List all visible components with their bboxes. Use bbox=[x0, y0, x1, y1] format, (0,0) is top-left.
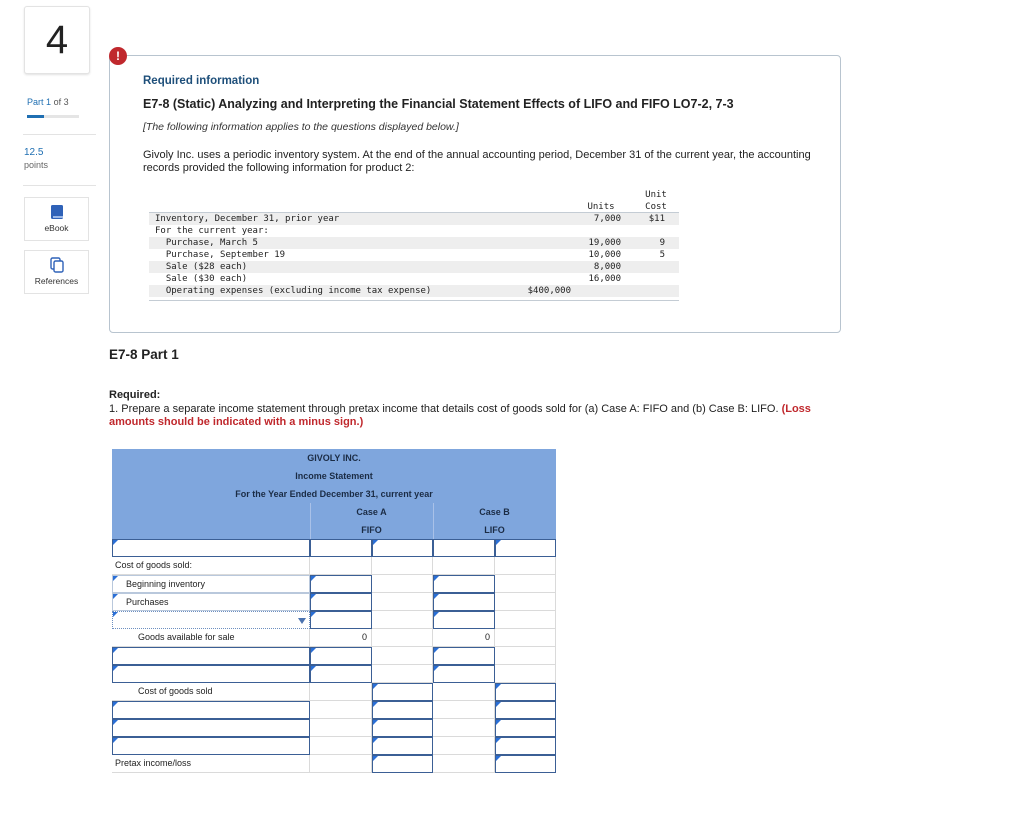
label-cell bbox=[112, 683, 310, 701]
data-row-cost: 9 bbox=[659, 238, 665, 248]
sidebar-divider bbox=[23, 185, 96, 186]
exercise-title: E7-8 (Static) Analyzing and Interpreting the Financial Statement Effects of LIFO and FIFO LO7-2, 7-3 bbox=[143, 97, 734, 111]
input-marker bbox=[113, 612, 118, 617]
data-row-label: Sale ($30 each) bbox=[155, 274, 248, 284]
sidebar-divider bbox=[23, 134, 96, 135]
data-row-label: Operating expenses (excluding income tax expense) bbox=[155, 286, 432, 296]
line-item-input[interactable] bbox=[112, 647, 310, 665]
case-b-purchases-input[interactable] bbox=[433, 593, 495, 611]
input-marker bbox=[311, 594, 316, 599]
part-label: Part bbox=[27, 97, 44, 107]
part-current: 1 bbox=[46, 97, 52, 107]
input-marker bbox=[434, 612, 439, 617]
required-info-heading: Required information bbox=[143, 75, 260, 87]
part-progress-bar bbox=[27, 115, 79, 118]
empty-cell bbox=[433, 737, 495, 755]
purchases-label-field[interactable] bbox=[112, 593, 310, 611]
references-button[interactable] bbox=[24, 250, 89, 294]
references-icon bbox=[50, 257, 64, 273]
input-marker bbox=[311, 666, 316, 671]
data-row-label: Purchase, March 5 bbox=[155, 238, 258, 248]
input-marker bbox=[496, 738, 501, 743]
chevron-down-icon bbox=[298, 618, 306, 624]
input-marker bbox=[113, 540, 118, 545]
table-row bbox=[112, 683, 556, 701]
input-marker bbox=[434, 648, 439, 653]
case-a-input[interactable] bbox=[310, 539, 372, 557]
empty-cell bbox=[372, 629, 433, 647]
case-a-beginning-input[interactable] bbox=[310, 575, 372, 593]
exercise-description: Givoly Inc. uses a periodic inventory system. At the end of the annual accounting period, December 31 of the current year, the accounting records provided the following information for product 2: bbox=[143, 149, 811, 174]
label-cell bbox=[112, 755, 310, 773]
part-progress-fill bbox=[27, 115, 44, 118]
empty-cell bbox=[310, 719, 372, 737]
input-marker bbox=[373, 702, 378, 707]
data-row-amount: $400,000 bbox=[527, 286, 571, 296]
case-a-pretax-input[interactable] bbox=[372, 755, 433, 773]
case-b-pretax-input[interactable] bbox=[495, 755, 556, 773]
required-heading: Required: bbox=[109, 389, 161, 401]
data-row-label: Sale ($28 each) bbox=[155, 262, 248, 272]
value-cell bbox=[433, 629, 495, 647]
case-a-input[interactable] bbox=[310, 647, 372, 665]
method-header-row bbox=[112, 521, 556, 540]
empty-cell bbox=[310, 557, 372, 575]
col-header-unit: Unit bbox=[645, 190, 667, 200]
input-marker bbox=[113, 702, 118, 707]
empty-cell bbox=[433, 719, 495, 737]
empty-cell bbox=[372, 647, 433, 665]
goods-available-case-a: 0 bbox=[361, 632, 367, 642]
case-a-purchases-input[interactable] bbox=[310, 593, 372, 611]
table-row bbox=[112, 701, 556, 719]
line-item-dropdown[interactable] bbox=[112, 611, 310, 629]
empty-cell bbox=[372, 665, 433, 683]
data-row-units: 19,000 bbox=[588, 238, 621, 248]
points-value: 12.5 bbox=[24, 147, 44, 158]
case-b-method: LIFO bbox=[484, 525, 505, 535]
table-row bbox=[112, 755, 556, 771]
input-marker bbox=[496, 540, 501, 545]
input-marker bbox=[113, 738, 118, 743]
case-b-input[interactable] bbox=[495, 701, 556, 719]
required-instructions: 1. Prepare a separate income statement through pretax income that details cost of goods sold for (a) Case A: FIFO and (b) Case B: LIFO. bbox=[109, 403, 779, 415]
data-row-cost: $11 bbox=[648, 214, 665, 224]
table-row bbox=[112, 665, 556, 683]
data-row-cost: 5 bbox=[659, 250, 665, 260]
case-b-input[interactable] bbox=[433, 539, 495, 557]
points-label: points bbox=[24, 160, 49, 170]
empty-cell bbox=[495, 593, 556, 611]
case-b-input[interactable] bbox=[495, 719, 556, 737]
case-a-input[interactable] bbox=[372, 719, 433, 737]
case-a-cogs-input[interactable] bbox=[372, 683, 433, 701]
table-row bbox=[112, 593, 556, 611]
table-row bbox=[112, 611, 556, 629]
label-cell bbox=[112, 557, 310, 575]
case-a-input[interactable] bbox=[372, 737, 433, 755]
book-icon bbox=[50, 204, 64, 220]
empty-cell bbox=[310, 701, 372, 719]
empty-cell bbox=[495, 557, 556, 575]
beginning-inventory-label: Beginning inventory bbox=[126, 579, 206, 589]
question-number[interactable]: 4 bbox=[24, 6, 90, 74]
line-item-input[interactable] bbox=[112, 701, 310, 719]
input-marker bbox=[496, 720, 501, 725]
case-a-input[interactable] bbox=[310, 611, 372, 629]
input-marker bbox=[373, 756, 378, 761]
line-item-input[interactable] bbox=[112, 737, 310, 755]
empty-cell bbox=[433, 701, 495, 719]
alert-icon: ! bbox=[109, 47, 127, 65]
cogs-row-label: Cost of goods sold bbox=[138, 686, 213, 696]
case-b-input[interactable] bbox=[433, 665, 495, 683]
empty-cell bbox=[495, 575, 556, 593]
data-row-label: Purchase, September 19 bbox=[155, 250, 286, 260]
line-item-input[interactable] bbox=[112, 719, 310, 737]
table-row bbox=[112, 575, 556, 593]
line-item-input[interactable] bbox=[112, 665, 310, 683]
data-row-units: 8,000 bbox=[593, 262, 621, 272]
label-cell bbox=[112, 629, 310, 647]
required-text bbox=[109, 403, 849, 429]
empty-cell bbox=[372, 593, 433, 611]
input-marker bbox=[113, 720, 118, 725]
required-note: (Loss amounts should be indicated with a minus sign.) bbox=[109, 403, 811, 428]
case-b-input[interactable] bbox=[495, 737, 556, 755]
input-marker bbox=[113, 666, 118, 671]
table-row bbox=[112, 557, 556, 575]
input-marker bbox=[311, 648, 316, 653]
goods-available-label: Goods available for sale bbox=[138, 632, 235, 642]
input-marker bbox=[311, 612, 316, 617]
case-header-row bbox=[112, 503, 556, 522]
table-row bbox=[112, 629, 556, 647]
ebook-button[interactable] bbox=[24, 197, 89, 241]
col-header-units: Units bbox=[587, 202, 615, 212]
cogs-section-label: Cost of goods sold: bbox=[115, 560, 193, 570]
data-row-units: 7,000 bbox=[593, 214, 621, 224]
empty-cell bbox=[433, 755, 495, 773]
input-marker bbox=[496, 702, 501, 707]
exercise-note: [The following information applies to the questions displayed below.] bbox=[143, 121, 459, 133]
empty-cell bbox=[372, 611, 433, 629]
empty-cell bbox=[495, 665, 556, 683]
case-a-input[interactable] bbox=[310, 665, 372, 683]
case-b-input[interactable] bbox=[433, 647, 495, 665]
empty-cell bbox=[310, 683, 372, 701]
empty-cell bbox=[495, 647, 556, 665]
data-row-label: Inventory, December 31, prior year bbox=[155, 214, 340, 224]
input-marker bbox=[434, 576, 439, 581]
empty-cell bbox=[372, 575, 433, 593]
empty-cell bbox=[495, 611, 556, 629]
case-a-header: Case A bbox=[356, 507, 387, 517]
empty-cell bbox=[310, 755, 372, 773]
input-marker bbox=[373, 738, 378, 743]
case-b-beginning-input[interactable] bbox=[433, 575, 495, 593]
input-marker bbox=[496, 684, 501, 689]
statement-title: Income Statement bbox=[112, 467, 556, 486]
part-indicator bbox=[27, 97, 69, 107]
input-marker bbox=[373, 720, 378, 725]
input-marker bbox=[113, 594, 118, 599]
input-marker bbox=[373, 684, 378, 689]
purchases-label: Purchases bbox=[126, 597, 169, 607]
case-a-input[interactable] bbox=[372, 539, 433, 557]
part-title: E7-8 Part 1 bbox=[109, 347, 179, 362]
empty-cell bbox=[372, 557, 433, 575]
table-rule bbox=[149, 300, 679, 301]
beginning-inventory-label-field[interactable] bbox=[112, 575, 310, 593]
col-header-cost: Cost bbox=[645, 202, 667, 212]
table-row bbox=[112, 647, 556, 665]
input-marker bbox=[113, 576, 118, 581]
case-b-header: Case B bbox=[479, 507, 510, 517]
goods-available-case-b: 0 bbox=[484, 632, 490, 642]
input-marker bbox=[311, 576, 316, 581]
input-marker bbox=[496, 756, 501, 761]
empty-cell bbox=[433, 683, 495, 701]
case-a-method: FIFO bbox=[361, 525, 382, 535]
case-b-input[interactable] bbox=[433, 611, 495, 629]
table-row bbox=[112, 737, 556, 755]
input-marker bbox=[434, 594, 439, 599]
data-row-units: 16,000 bbox=[588, 274, 621, 284]
statement-period: For the Year Ended December 31, current year bbox=[112, 485, 556, 504]
input-marker bbox=[113, 648, 118, 653]
empty-cell bbox=[433, 557, 495, 575]
statement-company: GIVOLY INC. bbox=[112, 449, 556, 468]
case-b-cogs-input[interactable] bbox=[495, 683, 556, 701]
input-marker bbox=[373, 540, 378, 545]
ebook-label: eBook bbox=[44, 223, 69, 233]
case-b-input[interactable] bbox=[495, 539, 556, 557]
table-row bbox=[112, 539, 556, 557]
line-item-input[interactable] bbox=[112, 539, 310, 557]
references-label: References bbox=[34, 276, 79, 286]
inventory-data-table bbox=[149, 190, 679, 305]
table-row bbox=[112, 719, 556, 737]
case-a-input[interactable] bbox=[372, 701, 433, 719]
pretax-label: Pretax income/loss bbox=[115, 758, 192, 768]
data-row-label: For the current year: bbox=[155, 226, 269, 236]
input-marker bbox=[434, 666, 439, 671]
data-row-units: 10,000 bbox=[588, 250, 621, 260]
part-of: of 3 bbox=[53, 97, 69, 107]
empty-cell bbox=[495, 629, 556, 647]
value-cell bbox=[310, 629, 372, 647]
empty-cell bbox=[310, 737, 372, 755]
